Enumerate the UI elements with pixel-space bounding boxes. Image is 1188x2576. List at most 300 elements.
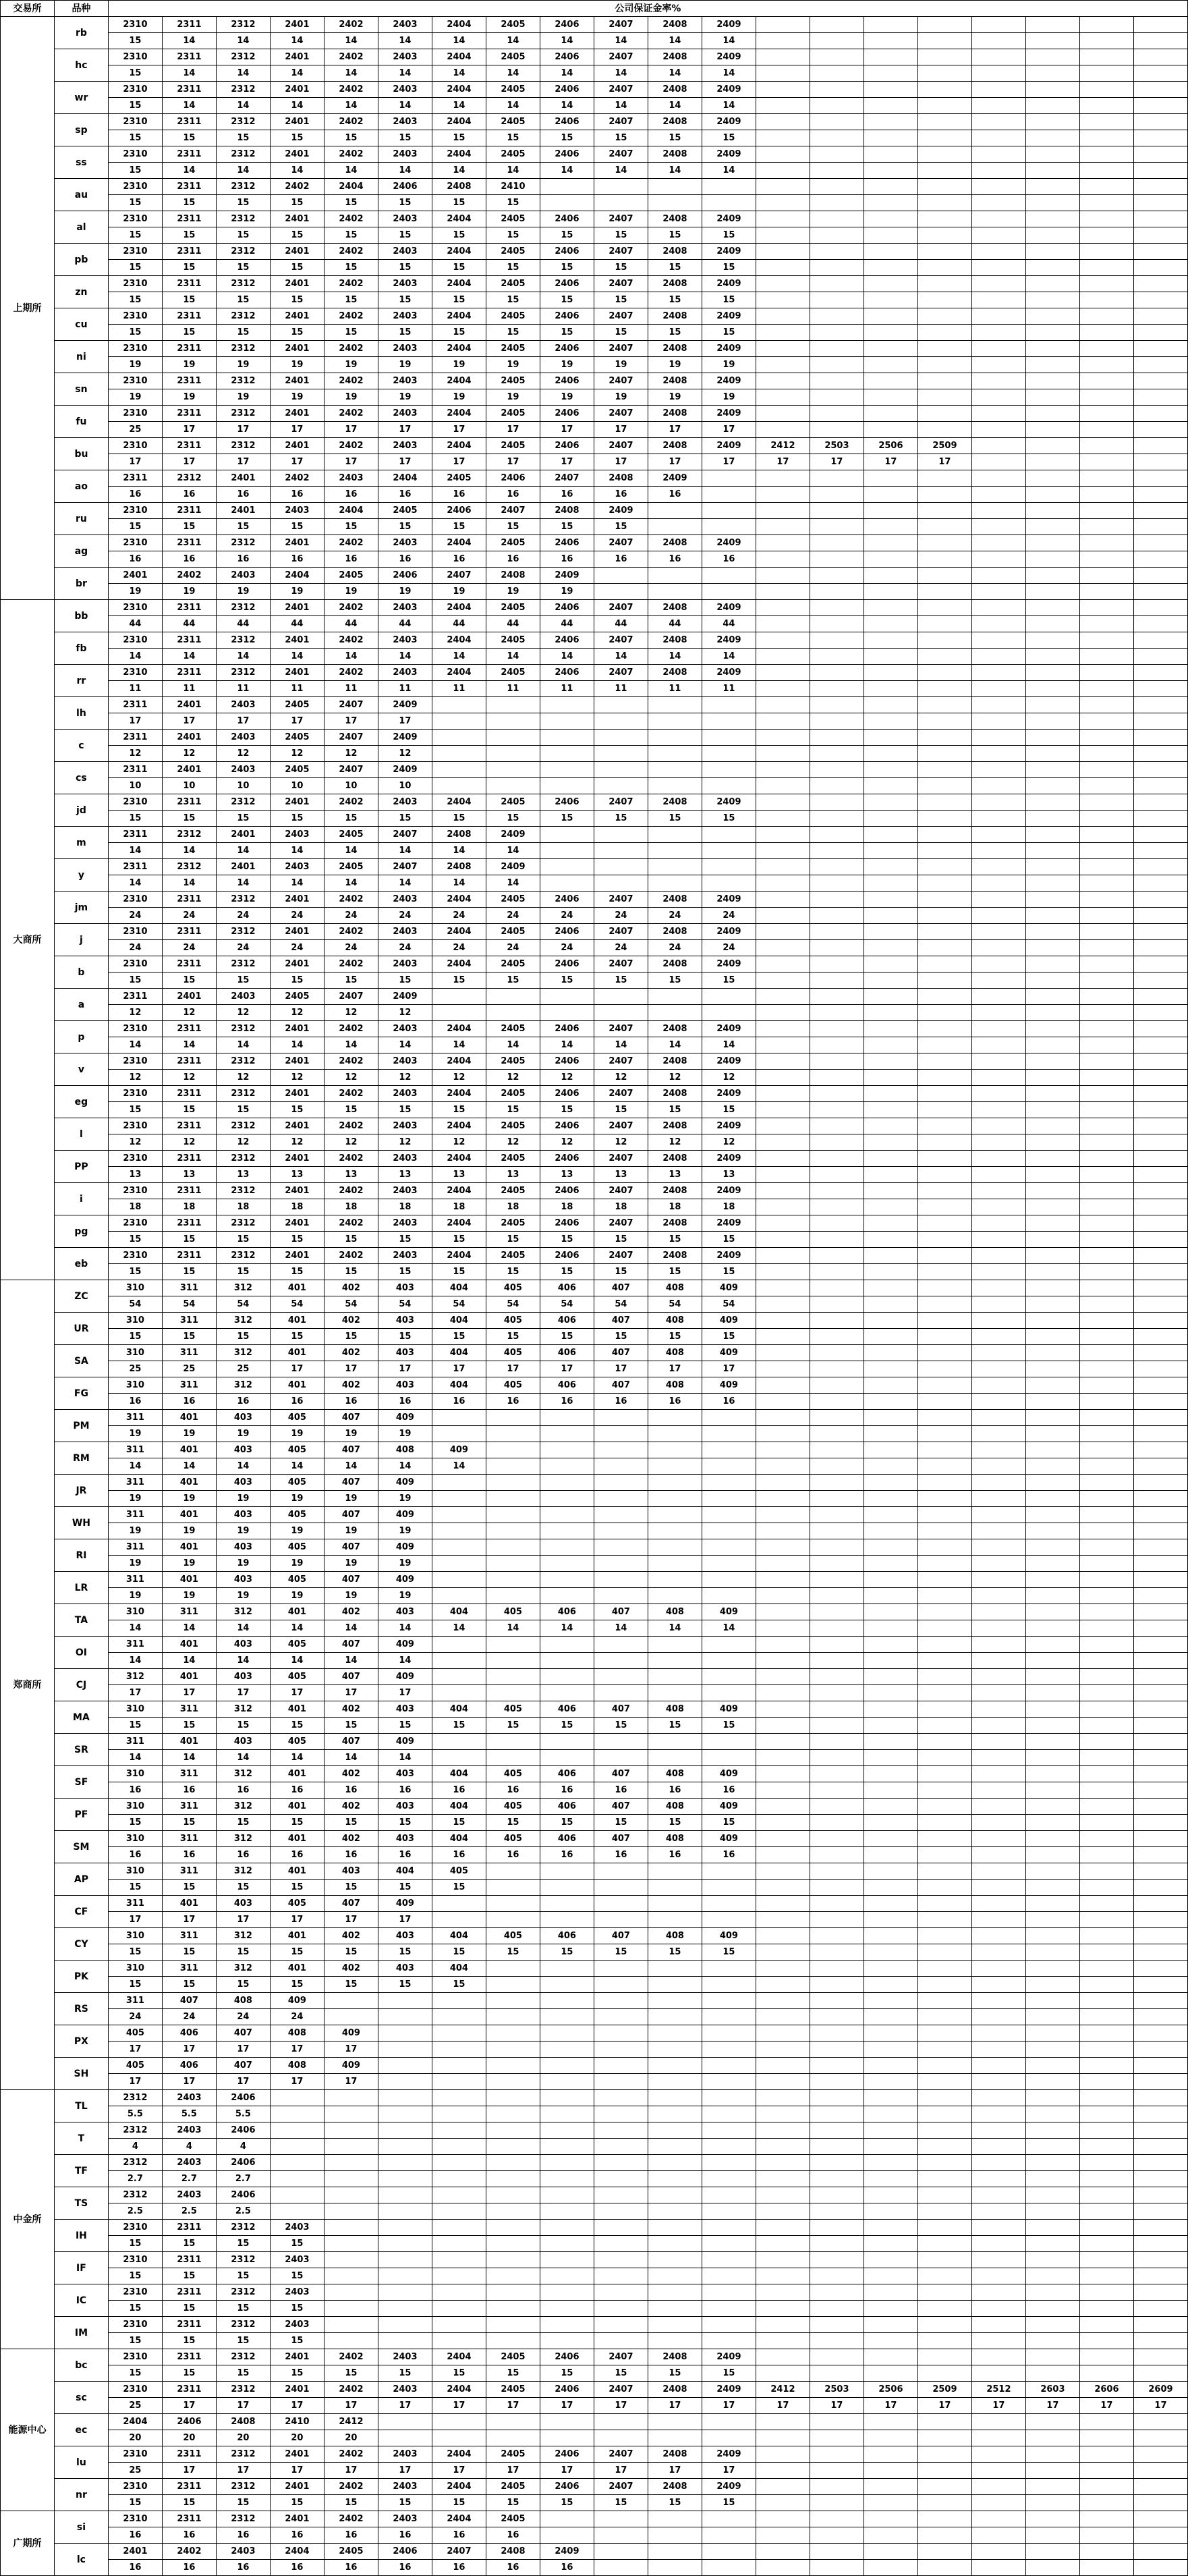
- margin-rate-cell: [1079, 1847, 1133, 1863]
- margin-rate-cell: 18: [324, 1199, 378, 1215]
- margin-rate-cell: 12: [540, 1070, 594, 1086]
- contract-month-cell: [810, 1118, 864, 1134]
- product-code: lu: [54, 2446, 108, 2479]
- margin-rate-cell: 14: [108, 1653, 162, 1669]
- contract-month-cell: 409: [378, 1410, 432, 1426]
- contract-month-cell: [917, 1215, 971, 1232]
- contract-month-cell: 2407: [594, 665, 648, 681]
- contract-month-cell: 402: [324, 1799, 378, 1815]
- contract-month-cell: 2403: [270, 2284, 324, 2301]
- margin-rate-cell: 14: [324, 65, 378, 82]
- margin-rate-cell: [1079, 1523, 1133, 1539]
- contract-month-cell: 2506: [864, 2382, 917, 2398]
- margin-rate-cell: 16: [486, 2560, 540, 2576]
- contract-month-cell: 2409: [486, 827, 540, 843]
- contract-month-cell: [756, 1734, 810, 1750]
- margin-rate-cell: [864, 2463, 917, 2479]
- margin-rate-cell: 17: [162, 2041, 216, 2058]
- margin-rate-cell: [432, 1005, 486, 1021]
- margin-rate-cell: 18: [594, 1199, 648, 1215]
- contract-month-cell: [1079, 1377, 1133, 1394]
- rate-row: [1, 1037, 1188, 1053]
- margin-rate-cell: [917, 487, 971, 503]
- margin-rate-cell: [1025, 1620, 1079, 1637]
- margin-rate-cell: 16: [378, 1782, 432, 1799]
- margin-rate-cell: 14: [324, 649, 378, 665]
- contract-month-cell: [1025, 1604, 1079, 1620]
- margin-rate-cell: 19: [540, 389, 594, 406]
- contract-month-cell: 401: [270, 1961, 324, 1977]
- contract-month-cell: 407: [324, 1734, 378, 1750]
- contract-month-cell: [864, 1151, 917, 1167]
- contract-month-cell: [756, 632, 810, 649]
- margin-rate-cell: 24: [702, 908, 756, 924]
- margin-rate-cell: 16: [162, 1782, 216, 1799]
- contract-month-cell: [864, 146, 917, 163]
- margin-rate-cell: [648, 1750, 702, 1766]
- margin-rate-cell: 15: [270, 130, 324, 146]
- contract-month-cell: [971, 2284, 1025, 2301]
- margin-rate-cell: 15: [648, 2365, 702, 2382]
- margin-rate-cell: [864, 843, 917, 859]
- contract-month-cell: 2409: [702, 438, 756, 454]
- margin-rate-cell: [648, 713, 702, 730]
- margin-rate-cell: 15: [486, 130, 540, 146]
- margin-rate-cell: [594, 2430, 648, 2446]
- contract-month-cell: 2408: [648, 956, 702, 972]
- margin-rate-cell: 25: [108, 2463, 162, 2479]
- contract-row: [1, 956, 1188, 972]
- exchange-column-header: 交易所: [1, 1, 55, 17]
- margin-rate-cell: [971, 972, 1025, 989]
- margin-rate-cell: [1079, 1037, 1133, 1053]
- margin-rate-cell: [540, 778, 594, 794]
- margin-rate-cell: 19: [324, 1588, 378, 1604]
- contract-month-cell: 405: [270, 1734, 324, 1750]
- contract-month-cell: 2310: [108, 1021, 162, 1037]
- margin-rate-cell: [702, 1653, 756, 1669]
- contract-month-cell: [702, 568, 756, 584]
- contract-month-cell: 406: [540, 1766, 594, 1782]
- contract-month-cell: 2402: [270, 179, 324, 195]
- contract-month-cell: 2310: [108, 1215, 162, 1232]
- contract-month-cell: 2407: [594, 438, 648, 454]
- margin-rate-cell: 24: [378, 908, 432, 924]
- margin-rate-cell: 12: [594, 1134, 648, 1151]
- contract-month-cell: 404: [432, 1313, 486, 1329]
- margin-rate-cell: [432, 2106, 486, 2122]
- margin-rate-cell: 20: [162, 2430, 216, 2446]
- margin-rate-cell: [432, 1685, 486, 1701]
- contract-month-cell: 401: [270, 1604, 324, 1620]
- contract-month-cell: 2409: [702, 146, 756, 163]
- contract-month-cell: [1079, 1572, 1133, 1588]
- contract-month-cell: [1133, 924, 1187, 940]
- margin-rate-cell: [917, 1070, 971, 1086]
- contract-month-cell: [594, 1669, 648, 1685]
- margin-rate-cell: [917, 1718, 971, 1734]
- contract-month-cell: 2406: [378, 568, 432, 584]
- margin-rate-cell: 12: [108, 746, 162, 762]
- margin-rate-cell: [540, 1588, 594, 1604]
- contract-month-cell: [917, 535, 971, 551]
- contract-month-cell: 2403: [378, 308, 432, 325]
- contract-month-cell: [540, 2122, 594, 2139]
- contract-month-cell: 311: [108, 1539, 162, 1556]
- margin-rate-cell: 15: [594, 811, 648, 827]
- contract-month-cell: [1025, 1701, 1079, 1718]
- margin-rate-cell: 15: [270, 1815, 324, 1831]
- product-code: PK: [54, 1961, 108, 1993]
- contract-month-cell: 2407: [594, 535, 648, 551]
- margin-rate-cell: 16: [378, 2560, 432, 2576]
- contract-month-cell: [1133, 179, 1187, 195]
- contract-month-cell: [1025, 2284, 1079, 2301]
- contract-row: [1, 2122, 1188, 2139]
- contract-month-cell: [1133, 2090, 1187, 2106]
- contract-month-cell: [864, 1183, 917, 1199]
- contract-month-cell: [756, 2446, 810, 2463]
- contract-month-cell: [594, 2317, 648, 2333]
- margin-rate-cell: [324, 2139, 378, 2155]
- margin-rate-cell: 24: [270, 2009, 324, 2025]
- contract-month-cell: 404: [378, 1863, 432, 1880]
- contract-row: [1, 1961, 1188, 1977]
- contract-month-cell: [486, 1896, 540, 1912]
- contract-month-cell: [864, 956, 917, 972]
- margin-rate-cell: [702, 2139, 756, 2155]
- margin-rate-cell: [864, 130, 917, 146]
- margin-rate-cell: 2.5: [216, 2203, 270, 2220]
- contract-month-cell: 2407: [594, 956, 648, 972]
- contract-month-cell: 2310: [108, 341, 162, 357]
- contract-month-cell: [1079, 1701, 1133, 1718]
- margin-rate-cell: [756, 1718, 810, 1734]
- contract-month-cell: [917, 1734, 971, 1750]
- margin-rate-cell: [1079, 422, 1133, 438]
- margin-rate-cell: [1133, 227, 1187, 244]
- margin-rate-cell: [917, 1880, 971, 1896]
- contract-month-cell: [1133, 1442, 1187, 1458]
- contract-month-cell: [864, 276, 917, 292]
- contract-month-cell: 2311: [162, 1118, 216, 1134]
- margin-rate-cell: 16: [324, 1847, 378, 1863]
- contract-month-cell: [1025, 2122, 1079, 2139]
- margin-rate-cell: [917, 260, 971, 276]
- contract-month-cell: 310: [108, 1701, 162, 1718]
- contract-month-cell: [917, 114, 971, 130]
- contract-row: [1, 892, 1188, 908]
- contract-month-cell: [324, 2284, 378, 2301]
- contract-month-cell: 406: [540, 1345, 594, 1361]
- contract-month-cell: 2405: [378, 503, 432, 519]
- margin-rate-cell: 19: [648, 357, 702, 373]
- margin-rate-cell: [540, 1653, 594, 1669]
- margin-rate-cell: [648, 2560, 702, 2576]
- contract-month-cell: 311: [108, 1475, 162, 1491]
- contract-month-cell: 2404: [432, 114, 486, 130]
- margin-rate-cell: 16: [270, 2560, 324, 2576]
- contract-month-cell: [1079, 1507, 1133, 1523]
- rate-row: [1, 2236, 1188, 2252]
- contract-month-cell: 2403: [270, 503, 324, 519]
- product-code: zn: [54, 276, 108, 308]
- contract-month-cell: [810, 1021, 864, 1037]
- contract-month-cell: [864, 794, 917, 811]
- contract-month-cell: [1025, 244, 1079, 260]
- contract-month-cell: [1133, 762, 1187, 778]
- margin-rate-cell: [1025, 260, 1079, 276]
- contract-month-cell: [810, 1604, 864, 1620]
- margin-rate-cell: 15: [270, 2301, 324, 2317]
- contract-month-cell: 402: [324, 1961, 378, 1977]
- contract-month-cell: 2401: [270, 1151, 324, 1167]
- margin-rate-cell: [324, 2236, 378, 2252]
- contract-month-cell: [702, 470, 756, 487]
- contract-month-cell: 2311: [162, 1086, 216, 1102]
- contract-month-cell: 2310: [108, 2446, 162, 2463]
- margin-rate-cell: 14: [270, 1620, 324, 1637]
- margin-rate-cell: [1079, 1070, 1133, 1086]
- margin-rate-cell: [1025, 454, 1079, 470]
- contract-month-cell: [648, 503, 702, 519]
- contract-month-cell: 2405: [486, 1086, 540, 1102]
- margin-rate-cell: [378, 2236, 432, 2252]
- contract-month-cell: [1025, 438, 1079, 454]
- contract-month-cell: 405: [486, 1604, 540, 1620]
- contract-month-cell: 2310: [108, 892, 162, 908]
- contract-month-cell: [810, 406, 864, 422]
- contract-month-cell: [594, 2252, 648, 2268]
- margin-rate-cell: [1025, 616, 1079, 632]
- margin-rate-cell: 14: [324, 1653, 378, 1669]
- contract-month-cell: 310: [108, 1863, 162, 1880]
- margin-rate-cell: 17: [432, 2463, 486, 2479]
- contract-row: [1, 1539, 1188, 1556]
- contract-month-cell: 2408: [648, 2349, 702, 2365]
- margin-rate-cell: [1025, 1782, 1079, 1799]
- contract-month-cell: [1025, 1572, 1079, 1588]
- contract-month-cell: 2408: [648, 665, 702, 681]
- margin-rate-cell: [1133, 389, 1187, 406]
- contract-month-cell: [917, 1021, 971, 1037]
- margin-rate-cell: [432, 2236, 486, 2252]
- contract-month-cell: 2405: [486, 211, 540, 227]
- contract-month-cell: 409: [378, 1669, 432, 1685]
- contract-month-cell: [971, 1053, 1025, 1070]
- contract-month-cell: [648, 859, 702, 875]
- rate-row: [1, 454, 1188, 470]
- margin-rate-cell: [756, 2009, 810, 2025]
- contract-month-cell: 2409: [486, 859, 540, 875]
- margin-rate-cell: 15: [108, 2365, 162, 2382]
- contract-month-cell: [648, 1572, 702, 1588]
- contract-month-cell: 2404: [432, 1151, 486, 1167]
- contract-month-cell: [810, 762, 864, 778]
- contract-month-cell: [486, 2058, 540, 2074]
- contract-month-cell: [1133, 794, 1187, 811]
- contract-month-cell: 2409: [702, 2446, 756, 2463]
- margin-rate-cell: 17: [432, 454, 486, 470]
- margin-rate-cell: 14: [540, 33, 594, 49]
- margin-rate-cell: [971, 1070, 1025, 1086]
- margin-rate-cell: [540, 1556, 594, 1572]
- margin-rate-cell: [1133, 875, 1187, 892]
- contract-month-cell: 2406: [540, 535, 594, 551]
- contract-row: [1, 2187, 1188, 2203]
- margin-rate-cell: [810, 972, 864, 989]
- margin-rate-cell: [1025, 1588, 1079, 1604]
- contract-month-cell: 2401: [270, 1248, 324, 1264]
- margin-rate-cell: 17: [324, 1361, 378, 1377]
- contract-month-cell: 2407: [594, 373, 648, 389]
- margin-rate-cell: [1025, 2203, 1079, 2220]
- margin-rate-cell: 19: [162, 1588, 216, 1604]
- product-code: ss: [54, 146, 108, 179]
- margin-rate-cell: 15: [270, 2236, 324, 2252]
- margin-rate-cell: [810, 1620, 864, 1637]
- margin-rate-cell: [971, 1880, 1025, 1896]
- margin-rate-cell: [1079, 1199, 1133, 1215]
- margin-rate-cell: 15: [702, 1264, 756, 1280]
- margin-rate-cell: [756, 2365, 810, 2382]
- contract-row: [1, 2284, 1188, 2301]
- margin-rate-cell: [756, 195, 810, 211]
- margin-rate-cell: 14: [648, 163, 702, 179]
- margin-rate-cell: 14: [162, 65, 216, 82]
- margin-rate-cell: [810, 260, 864, 276]
- contract-month-cell: 2409: [702, 924, 756, 940]
- contract-month-cell: 407: [324, 1572, 378, 1588]
- contract-month-cell: [702, 2058, 756, 2074]
- contract-month-cell: 2404: [432, 794, 486, 811]
- contract-month-cell: [702, 1507, 756, 1523]
- margin-rate-cell: 12: [270, 1134, 324, 1151]
- margin-rate-cell: [864, 2560, 917, 2576]
- margin-rate-cell: [1025, 1815, 1079, 1831]
- margin-rate-cell: 15: [702, 1815, 756, 1831]
- margin-rate-cell: 14: [324, 33, 378, 49]
- exchange-name: 能源中心: [1, 2349, 55, 2511]
- contract-month-cell: 2404: [432, 665, 486, 681]
- margin-rate-cell: 15: [162, 130, 216, 146]
- contract-month-cell: [1133, 1572, 1187, 1588]
- contract-month-cell: [971, 568, 1025, 584]
- contract-month-cell: [1133, 2511, 1187, 2527]
- margin-rate-cell: 15: [216, 2365, 270, 2382]
- contract-row: [1, 114, 1188, 130]
- contract-month-cell: 2404: [432, 1248, 486, 1264]
- contract-month-cell: 2403: [378, 244, 432, 260]
- margin-rate-cell: [756, 616, 810, 632]
- margin-rate-cell: 15: [432, 1718, 486, 1734]
- margin-rate-cell: [1133, 325, 1187, 341]
- contract-month-cell: 2407: [378, 827, 432, 843]
- margin-rate-cell: 15: [702, 1232, 756, 1248]
- contract-month-cell: 2311: [162, 1021, 216, 1037]
- margin-rate-cell: 44: [702, 616, 756, 632]
- margin-rate-cell: 15: [216, 972, 270, 989]
- contract-month-cell: [540, 827, 594, 843]
- margin-rate-cell: [486, 1426, 540, 1442]
- contract-month-cell: 2310: [108, 1183, 162, 1199]
- margin-rate-cell: 15: [378, 260, 432, 276]
- margin-rate-cell: [702, 487, 756, 503]
- margin-rate-cell: [702, 584, 756, 600]
- contract-month-cell: [432, 2317, 486, 2333]
- margin-rate-cell: [971, 713, 1025, 730]
- contract-month-cell: [917, 341, 971, 357]
- margin-rate-cell: [810, 2268, 864, 2284]
- contract-month-cell: [971, 859, 1025, 875]
- contract-month-cell: [971, 600, 1025, 616]
- contract-month-cell: 2401: [108, 568, 162, 584]
- contract-month-cell: 2401: [162, 730, 216, 746]
- contract-month-cell: [1025, 470, 1079, 487]
- contract-month-cell: [864, 2090, 917, 2106]
- contract-month-cell: 2406: [540, 82, 594, 98]
- contract-month-cell: 2406: [216, 2122, 270, 2139]
- contract-month-cell: [1025, 1831, 1079, 1847]
- margin-rate-cell: 15: [486, 1944, 540, 1961]
- margin-rate-cell: [971, 2171, 1025, 2187]
- product-code: cu: [54, 308, 108, 341]
- margin-rate-cell: 54: [216, 1296, 270, 1313]
- contract-month-cell: 2407: [594, 1151, 648, 1167]
- margin-rate-cell: [1079, 2203, 1133, 2220]
- contract-month-cell: [756, 2187, 810, 2203]
- margin-rate-cell: 17: [594, 2463, 648, 2479]
- contract-month-cell: [594, 2025, 648, 2041]
- margin-rate-cell: [756, 940, 810, 956]
- margin-rate-cell: 15: [432, 1815, 486, 1831]
- margin-rate-cell: [1025, 2009, 1079, 2025]
- margin-rate-cell: [756, 292, 810, 308]
- contract-month-cell: [378, 2252, 432, 2268]
- margin-rate-cell: [486, 1588, 540, 1604]
- margin-rate-cell: [1133, 972, 1187, 989]
- contract-month-cell: [1079, 1151, 1133, 1167]
- margin-rate-cell: [917, 1847, 971, 1863]
- contract-month-cell: [756, 1086, 810, 1102]
- contract-month-cell: [864, 697, 917, 713]
- margin-rate-cell: [1079, 2236, 1133, 2252]
- contract-month-cell: 2406: [540, 1053, 594, 1070]
- contract-month-cell: [702, 1961, 756, 1977]
- margin-rate-cell: 17: [917, 2398, 971, 2414]
- margin-rate-cell: [864, 1556, 917, 1572]
- contract-month-cell: 310: [108, 1799, 162, 1815]
- margin-rate-cell: 14: [162, 33, 216, 49]
- margin-rate-cell: 19: [378, 389, 432, 406]
- margin-rate-cell: 15: [324, 292, 378, 308]
- margin-rate-cell: 14: [432, 65, 486, 82]
- contract-month-cell: 2311: [162, 276, 216, 292]
- margin-rate-cell: [594, 2203, 648, 2220]
- margin-rate-cell: 15: [108, 325, 162, 341]
- margin-rate-cell: 19: [162, 1523, 216, 1539]
- contract-month-cell: 2312: [216, 438, 270, 454]
- margin-rate-cell: [971, 1912, 1025, 1928]
- margin-rate-cell: [540, 2236, 594, 2252]
- contract-month-cell: 2407: [594, 2479, 648, 2495]
- contract-month-cell: [917, 730, 971, 746]
- contract-month-cell: 409: [702, 1928, 756, 1944]
- margin-rate-cell: [1133, 1815, 1187, 1831]
- contract-row: [1, 2414, 1188, 2430]
- contract-month-cell: [756, 1637, 810, 1653]
- contract-month-cell: 2403: [378, 1183, 432, 1199]
